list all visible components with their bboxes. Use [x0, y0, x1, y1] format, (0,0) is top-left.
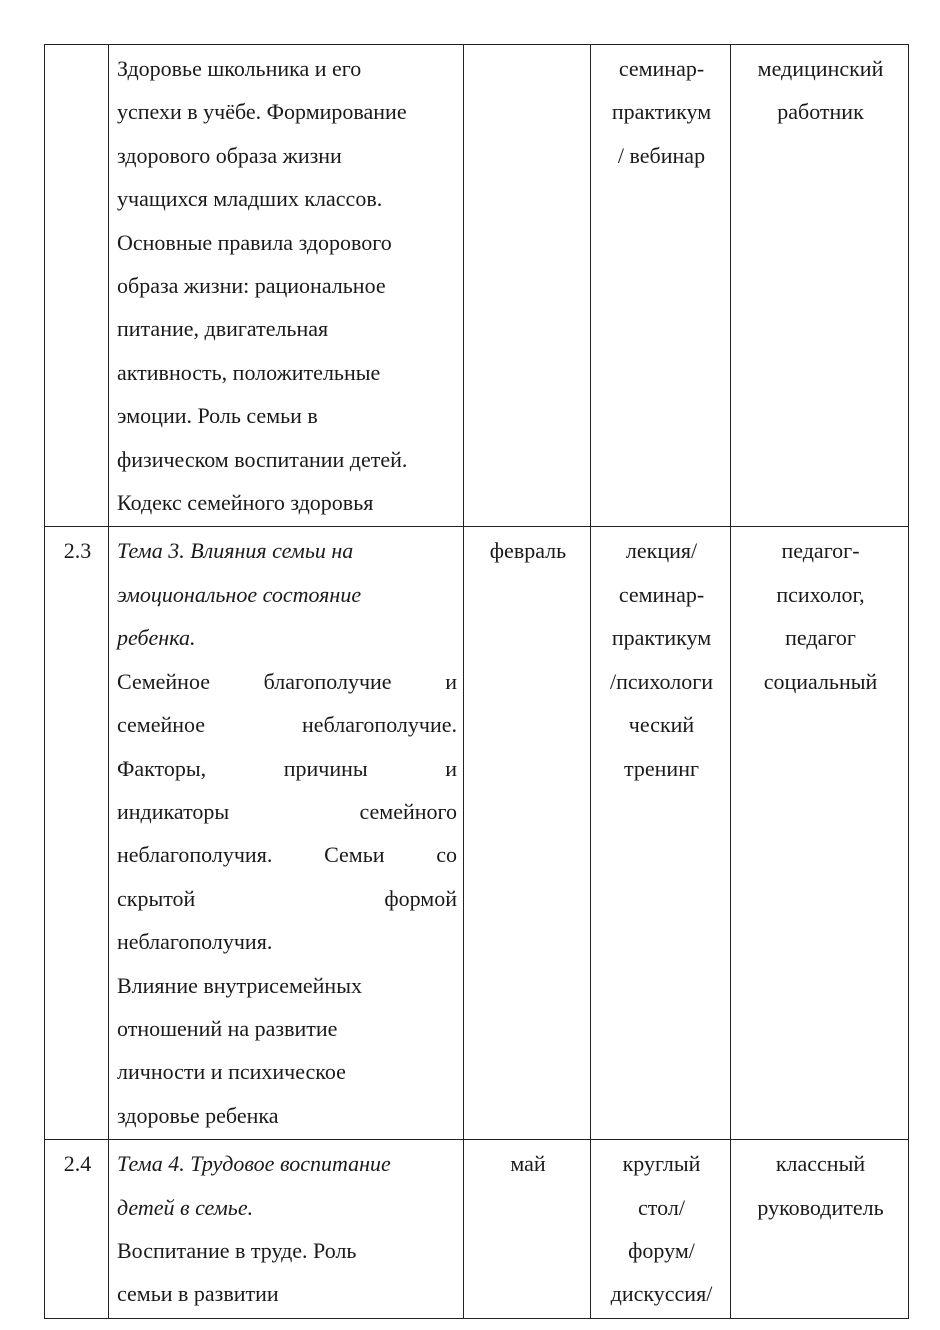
justified-line	[117, 877, 457, 920]
form-line: стол/	[638, 1194, 685, 1220]
word: неблагополучие.	[302, 712, 457, 738]
form-line: круглый	[622, 1151, 701, 1177]
word: и	[445, 755, 457, 781]
topic-line: эмоциональное состояние	[117, 581, 362, 607]
responsible-line: педагог	[785, 625, 856, 651]
responsible-cell	[731, 45, 909, 527]
row-number	[45, 45, 109, 527]
word: Семейное	[117, 668, 210, 694]
row-number: 2.3	[45, 527, 109, 1140]
word: неблагополучия.	[117, 842, 273, 868]
content-line: Здоровье школьника и его	[117, 56, 362, 81]
form-line: лекция/	[625, 538, 698, 564]
word: со	[436, 842, 457, 868]
form-line: практикум	[611, 625, 712, 651]
content-line: активность, положительные	[117, 359, 381, 385]
plan-table	[44, 44, 909, 1319]
word: Факторы,	[117, 755, 207, 781]
responsible-line: руководитель	[757, 1194, 884, 1220]
responsible-line: классный	[775, 1151, 866, 1177]
topic-line: Тема 3. Влияния семьи на	[117, 538, 354, 564]
word: Семьи	[324, 842, 385, 868]
justified-line	[117, 747, 457, 790]
form-line: семинар-	[618, 581, 705, 607]
content-line: личности и психическое	[117, 1059, 346, 1085]
responsible-cell	[731, 1140, 909, 1319]
responsible-line: педагог-	[781, 538, 860, 564]
justified-line	[117, 660, 457, 703]
content-line: отношений на развитие	[117, 1015, 338, 1041]
word: индикаторы	[117, 798, 230, 824]
row-number: 2.4	[45, 1140, 109, 1319]
date-cell: февраль	[464, 527, 591, 1140]
content-line: семьи в развитии	[117, 1281, 279, 1307]
word: причины	[283, 755, 368, 781]
word: благополучие	[263, 668, 392, 694]
date-cell	[464, 45, 591, 527]
form-cell	[591, 527, 731, 1140]
content-line: физическом воспитании детей.	[117, 446, 408, 472]
word: и	[445, 668, 457, 694]
content-line: Основные правила здорового	[117, 229, 392, 255]
form-line: ческий	[628, 712, 695, 738]
content-cell	[109, 527, 464, 1140]
form-line: дискуссия/	[610, 1281, 713, 1307]
responsible-cell	[731, 527, 909, 1140]
content-line: питание, двигательная	[117, 316, 329, 342]
form-line: / вебинар	[617, 142, 706, 168]
content-line: Воспитание в труде. Роль	[117, 1237, 357, 1263]
form-line: семинар-	[618, 56, 705, 81]
word: семейного	[359, 798, 457, 824]
content-line: Влияние внутрисемейных	[117, 972, 362, 998]
form-line: тренинг	[624, 755, 699, 781]
form-line: /психологи	[609, 668, 714, 694]
responsible-line: работник	[777, 99, 864, 125]
table-row	[45, 1140, 909, 1319]
topic-line: детей в семье.	[117, 1194, 254, 1220]
word: скрытой	[117, 885, 196, 911]
content-line: образа жизни: рациональное	[117, 273, 386, 299]
table-row	[45, 527, 909, 1140]
justified-line	[117, 703, 457, 746]
content-line: учащихся младших классов.	[117, 186, 383, 212]
content-line: неблагополучия.	[117, 929, 273, 955]
word: семейное	[117, 712, 206, 738]
form-cell	[591, 45, 731, 527]
responsible-line: психолог,	[776, 581, 865, 607]
form-cell	[591, 1140, 731, 1319]
table-row	[45, 45, 909, 527]
content-line: эмоции. Роль семьи в	[117, 403, 318, 429]
content-line: Кодекс семейного здоровья	[117, 490, 374, 516]
content-cell	[109, 45, 464, 527]
justified-line	[117, 790, 457, 833]
content-line: здоровье ребенка	[117, 1102, 279, 1128]
form-line: форум/	[628, 1237, 695, 1263]
topic-line: ребенка.	[117, 625, 196, 651]
responsible-line: медицинский	[757, 56, 884, 81]
date-cell: май	[464, 1140, 591, 1319]
word: формой	[384, 885, 457, 911]
content-line: здорового образа жизни	[117, 142, 342, 168]
justified-line	[117, 833, 457, 876]
content-cell	[109, 1140, 464, 1319]
content-line: успехи в учёбе. Формирование	[117, 99, 407, 125]
responsible-line: социальный	[763, 668, 878, 694]
topic-line: Тема 4. Трудовое воспитание	[117, 1151, 391, 1177]
form-line: практикум	[611, 99, 712, 125]
